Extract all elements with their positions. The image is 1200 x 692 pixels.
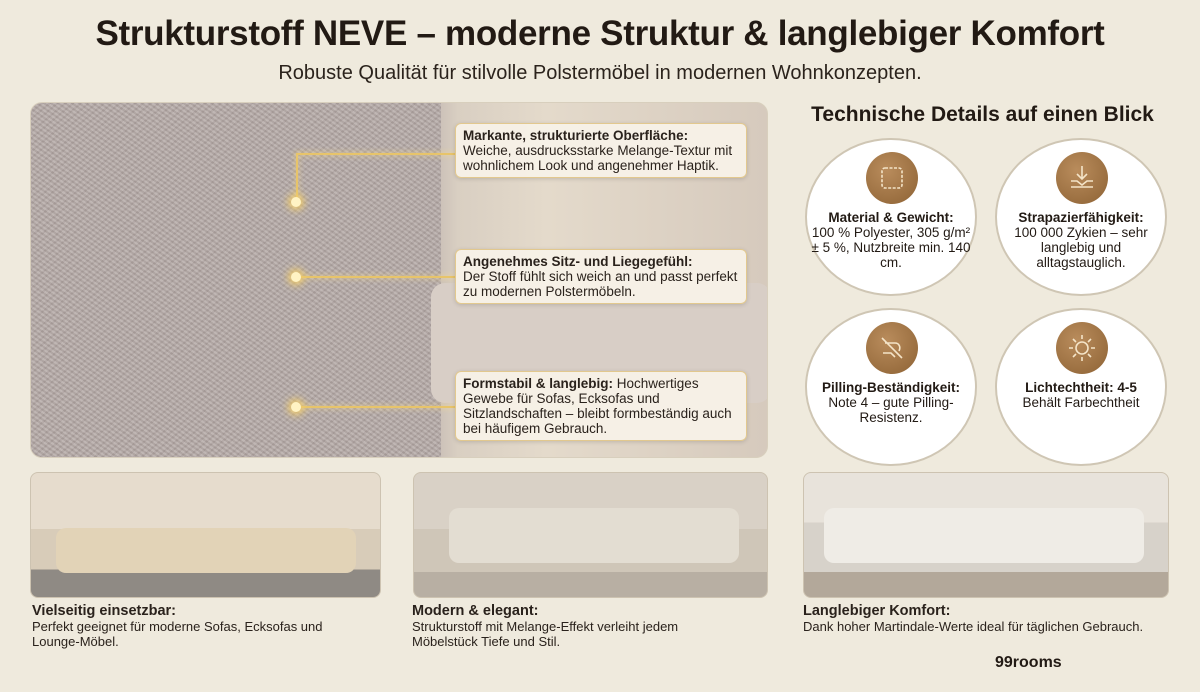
sofa-image-u-shape: [803, 472, 1169, 598]
feature-heading: Modern & elegant:: [412, 603, 539, 619]
tech-item-abrasion: [995, 138, 1167, 296]
hero-fabric-image: [30, 102, 768, 458]
no-pilling-icon: [866, 322, 918, 374]
fabric-texture-closeup: [31, 103, 441, 458]
callout-dot: [291, 197, 301, 207]
callout-heading: Angenehmes Sitz- und Liegegefühl:: [463, 254, 693, 269]
page-title: Strukturstoff NEVE – moderne Struktur & langlebiger Komfort: [95, 14, 1105, 53]
page-subtitle: Robuste Qualität für stilvolle Polstermöbel in modernen Wohnkonzepten.: [278, 62, 922, 84]
tech-heading: Pilling-Beständigkeit:: [821, 380, 960, 395]
tech-heading: Strapazierfähigkeit:: [1018, 210, 1144, 225]
callout-durability: [455, 371, 747, 441]
callout-text: Hochwertiges Gewebe für Sofas, Ecksofas und Sitzlandschaften – bleibt formbeständig auch bei häufigem Gebrauch.: [463, 376, 732, 436]
feature-text: Perfekt geeignet für moderne Sofas, Ecksofas und Lounge-Möbel.: [32, 619, 323, 649]
tech-item-material: [805, 138, 977, 296]
tech-heading: Material & Gewicht:: [828, 210, 954, 225]
callout-surface: [455, 123, 747, 178]
sofa-image-modern: [413, 472, 768, 598]
callout-text: Der Stoff fühlt sich weich an und passt perfekt zu modernen Polstermöbeln.: [463, 269, 738, 299]
tech-item-pilling: [805, 308, 977, 466]
feature-text: Dank hoher Martindale-Werte ideal für täglichen Gebrauch.: [803, 619, 1144, 634]
callout-connector: [299, 406, 456, 408]
feature-heading: Vielseitig einsetzbar:: [32, 603, 176, 619]
feature-modern: [412, 604, 742, 649]
feature-text: Strukturstoff mit Melange-Effekt verleiht jedem Möbelstück Tiefe und Stil.: [412, 619, 679, 649]
tech-item-lightfastness: [995, 308, 1167, 466]
callout-dot: [291, 402, 301, 412]
callout-heading: Markante, strukturierte Oberfläche:: [463, 128, 689, 143]
callout-connector: [296, 153, 456, 155]
tech-text: Behält Farbechtheit: [1022, 395, 1140, 410]
callout-connector: [299, 276, 456, 278]
tech-text: 100 000 Zykien – sehr langlebig und alltagstauglich.: [1014, 225, 1148, 270]
tech-heading: Lichtechtheit: 4-5: [1025, 380, 1137, 395]
feature-heading: Langlebiger Komfort:: [803, 603, 951, 619]
sofa-image-corner: [30, 472, 381, 598]
callout-heading: Formstabil & langlebig:: [463, 376, 614, 391]
callout-comfort: [455, 249, 747, 304]
callout-dot: [291, 272, 301, 282]
tech-details-title: Technische Details auf einen Blick: [811, 103, 1154, 126]
callout-connector: [296, 153, 298, 201]
feature-versatile: [32, 604, 372, 649]
callout-text: Weiche, ausdrucksstarke Melange-Textur mit wohnlichem Look und angenehmer Haptik.: [463, 143, 733, 173]
feature-comfort: [803, 604, 1193, 634]
tech-text: Note 4 – gute Pilling-Resistenz.: [828, 395, 954, 425]
brand-logo: 99rooms: [995, 654, 1062, 671]
abrasion-press-icon: [1056, 152, 1108, 204]
sun-icon: [1056, 322, 1108, 374]
fabric-swatch-icon: [866, 152, 918, 204]
tech-text: 100 % Polyester, 305 g/m² ± 5 %, Nutzbreite min. 140 cm.: [811, 225, 971, 270]
